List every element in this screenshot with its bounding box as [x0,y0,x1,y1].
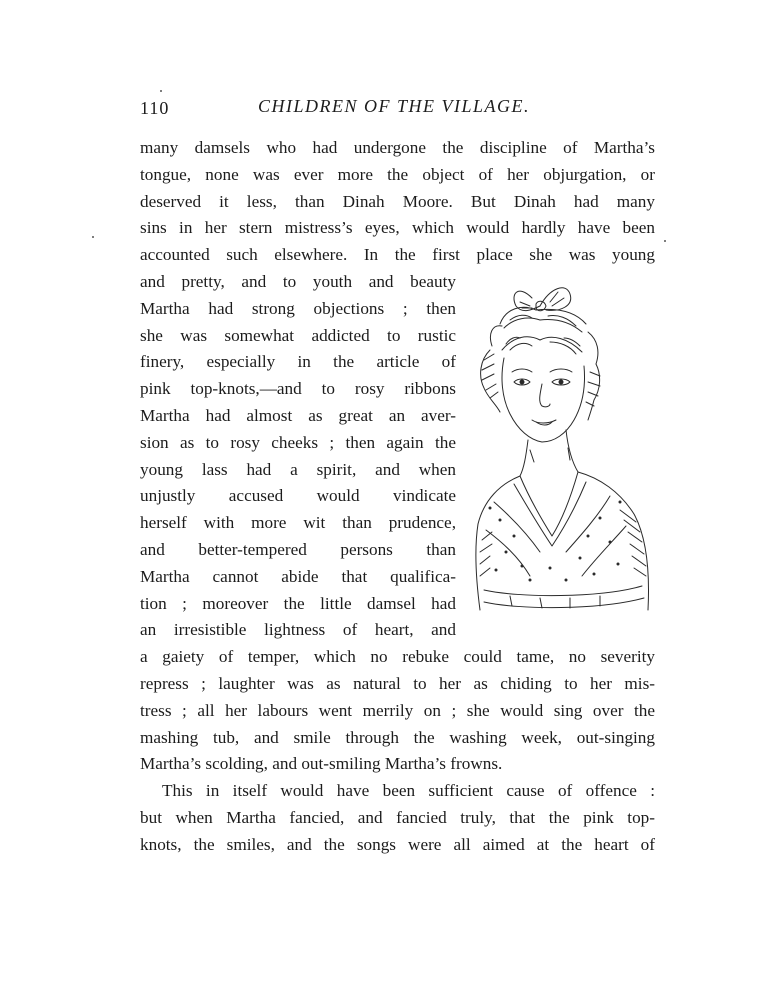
paper-speck [664,240,666,242]
text-line: tion ; moreover the little damsel had [140,593,456,613]
text-line: and better-tempered persons than [140,539,456,559]
portrait-engraving-icon [470,280,655,630]
text-line: a gaiety of temper, which no rebuke could tame, no severity [140,647,655,667]
running-head [140,94,655,122]
text-line: sins in her stern mistress’s eyes, which would hardly have been [140,218,655,238]
page-number: 110 [140,98,170,118]
text-line: repress ; laughter was as natural to her as chiding to her mis- [140,673,655,693]
text-line: knots, the smiles, and the songs were all aimed at the heart of [140,834,655,854]
text-line: Martha’s scolding, and out-smiling Martha’s frowns. [140,754,503,774]
portrait-illustration [470,280,655,630]
text-line: an irresistible lightness of heart, and [140,620,456,640]
text-line: Martha had almost as great an aver- [140,405,456,425]
text-line: unjustly accused would vindicate [140,486,456,506]
text-line: pink top-knots,—and to rosy ribbons [140,379,456,399]
text-line: tongue, none was ever more the object of her objurgation, or [140,164,655,184]
text-line: sion as to rosy cheeks ; then again the [140,432,456,452]
text-line: accounted such elsewhere. In the first place she was young [140,245,655,265]
paper-speck [92,236,94,238]
text-line: tress ; all her labours went merrily on ; she would sing over the [140,700,655,720]
text-line: This in itself would have been sufficient cause of offence : [162,781,655,801]
text-line: mashing tub, and smile through the washing week, out-singing [140,727,655,747]
text-line: she was somewhat addicted to rustic [140,325,456,345]
text-line: finery, especially in the article of [140,352,456,372]
paper-speck [160,90,162,92]
text-line: young lass had a spirit, and when [140,459,456,479]
text-line: herself with more wit than prudence, [140,513,456,533]
text-line: many damsels who had undergone the discipline of Martha’s [140,138,655,157]
text-line: but when Martha fancied, and fancied truly, that the pink top- [140,807,655,827]
running-title: CHILDREN OF THE VILLAGE. [258,96,531,116]
text-line: deserved it less, than Dinah Moore. But Dinah had many [140,191,655,211]
text-line: Martha cannot abide that qualifica- [140,566,456,586]
text-line: and pretty, and to youth and beauty [140,271,456,291]
text-line: Martha had strong objections ; then [140,298,456,318]
